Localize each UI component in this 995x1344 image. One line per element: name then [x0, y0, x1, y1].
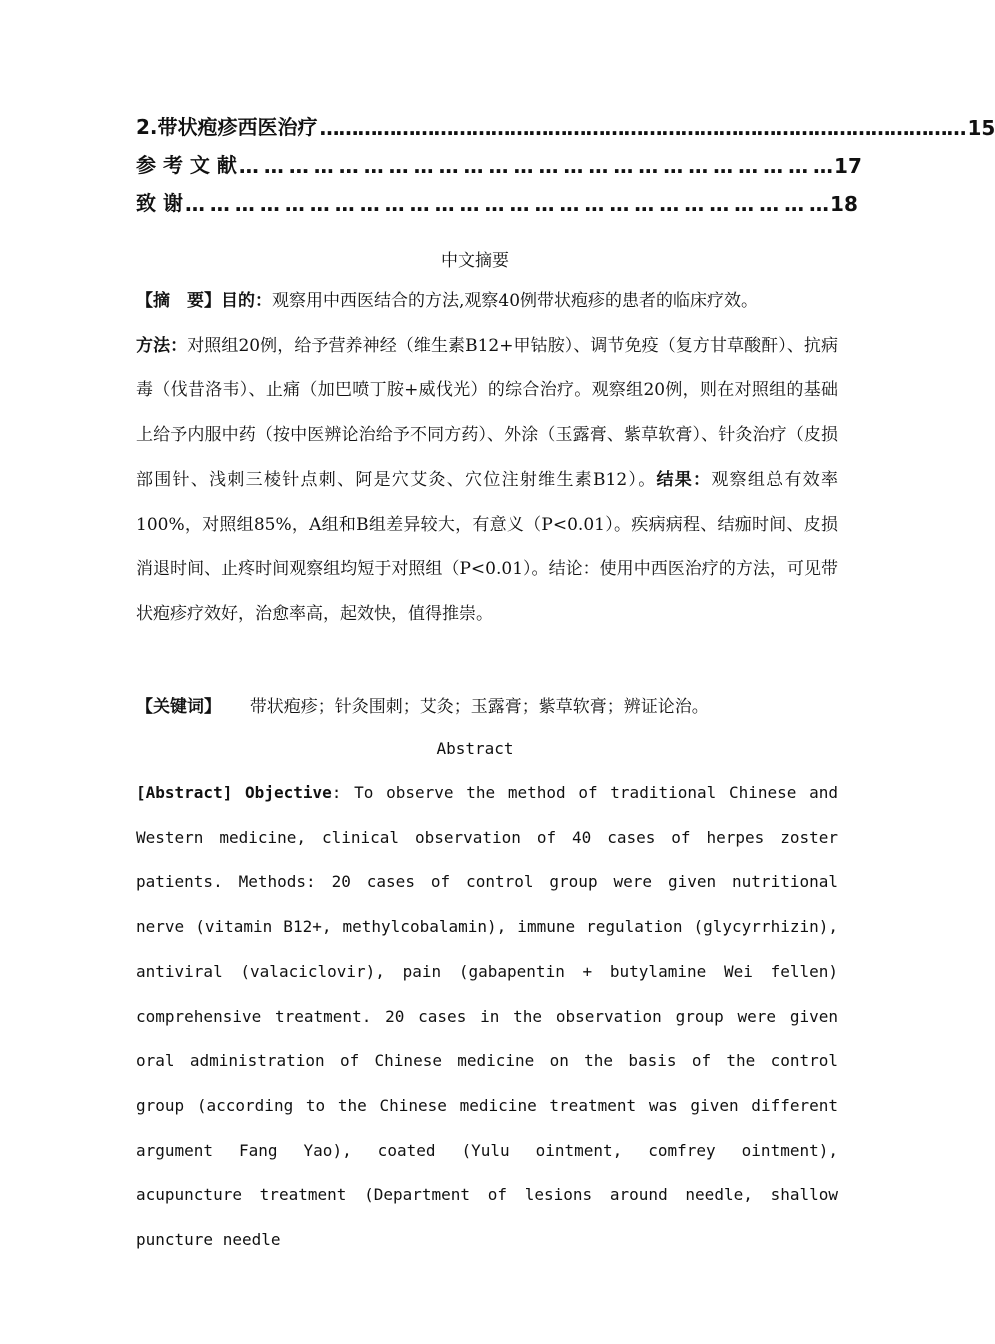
toc-entry[interactable]	[136, 186, 858, 216]
english-abstract-label: [Abstract]	[136, 783, 233, 802]
toc-leader-dots: … … … … … … … … … … … … … … … … … … … … … … … … … …	[184, 192, 829, 216]
objective-text: 观察用中西医结合的方法,观察40例带状疱疹的患者的临床疗效。	[272, 291, 759, 311]
results-label: 结果：	[656, 469, 712, 490]
chinese-abstract-body	[136, 279, 838, 637]
english-abstract-text: : To observe the method of traditional Chinese and Western medicine, clinical observation of 40 cases of herpes zoster patients. Methods: 20 cases of control group were given nutritional nerve (vitamin B12+, methylcobalamin), immune regulation (glycyrrhizin), antiviral (valaciclovir), pain (gabapentin + butylamine Wei fellen) comprehensive treatment. 20 cases in the observation group were given oral administration of Chinese medicine on the basis of the control group (according to the Chinese medicine treatment was given different argument Fang Yao), coated (Yulu ointment, comfrey ointment), acupuncture treatment (Department of lesions around needle, shallow puncture needle	[136, 783, 839, 1250]
toc-entry[interactable]	[136, 110, 995, 140]
toc-entry-page: 18	[830, 192, 858, 216]
english-abstract-heading: Abstract	[436, 739, 514, 758]
toc-entry-page: 15	[967, 116, 995, 140]
english-objective-label: Objective	[245, 783, 332, 802]
toc-entry-page: 17	[834, 154, 862, 178]
abstract-label: 【摘 要】	[136, 291, 221, 311]
objective-label: 目的：	[221, 291, 272, 311]
toc-leader-dots: …………………………………………………………………………………………	[319, 116, 966, 140]
keywords-label: 【关键词】	[136, 697, 221, 717]
keywords-line	[136, 692, 838, 717]
english-abstract-body	[136, 771, 838, 1263]
toc-entry-title: 参 考 文 献	[136, 153, 237, 177]
results-text: 观察组总有效率100%，对照组85%，A组和B组差异较大，有意义（P<0.01）。疾病病程、结痂时间、皮损消退时间、止疼时间观察组均短于对照组（P<0.01）。结论：使用中西医治疗的方法，可见带状疱疹疗效好，治愈率高，起效快，值得推崇。	[136, 469, 839, 624]
chinese-abstract-heading: 中文摘要	[441, 251, 509, 271]
toc-entry[interactable]	[136, 148, 862, 178]
toc-entry-title: 2.带状疱疹西医治疗	[136, 115, 318, 139]
toc-entry-title: 致 谢	[136, 191, 183, 215]
methods-text: 对照组20例，给予营养神经（维生素B12+甲钴胺）、调节免疫（复方甘草酸酐）、抗病毒（伐昔洛韦）、止痛（加巴喷丁胺+威伐光）的综合治疗。观察组20例，则在对照组的基础上给予内服中药（按中医辨论治给予不同方药）、外涂（玉露膏、紫草软膏）、针灸治疗（皮损部围针、浅刺三棱针点刺、阿是穴艾灸、穴位注射维生素B12）。	[136, 335, 839, 490]
toc-leader-dots: … … … … … … … … … … … … … … … … … … … … … … … …	[238, 154, 833, 178]
keywords-text: 带状疱疹；针灸围刺；艾灸；玉露膏；紫草软膏；辨证论治。	[249, 697, 709, 717]
methods-label: 方法：	[136, 335, 188, 356]
